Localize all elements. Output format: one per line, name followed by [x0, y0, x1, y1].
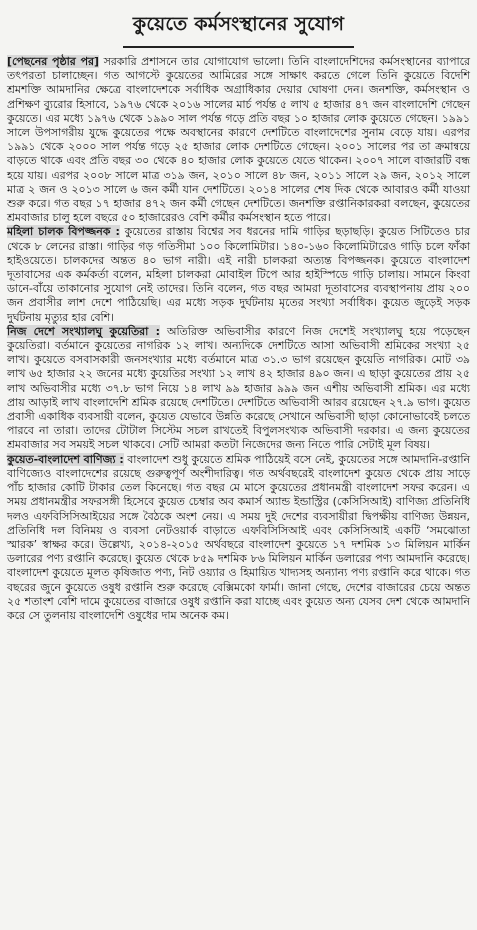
article-body	[7, 55, 470, 623]
section-text-continued: সরকারি প্রশাসনে তার যোগাযোগ ভালো। তিনি বাংলাদেশিদের কর্মসংস্থানের ব্যাপারে তৎপরতা চালাচ্ছেন। গত আগস্টে কুয়েতের আমিরের সঙ্গে সাক্ষাৎ করতে গেলে তিনি কুয়েতে বিদেশি শ্রমশক্তি আমদানির ক্ষেত্রে বাংলাদেশকে সর্বাধিক অগ্রাধিকার দেয়ার ঘোষণা দেন। জনশক্তি, কর্মসংস্থান ও প্রশিক্ষণ ব্যুরোর হিসাবে, ১৯৭৬ থেকে ২০১৬ সালের মার্চ পর্যন্ত ৫ লাখ ৫ হাজার ৪৭ জন বাংলাদেশি গেছেন কুয়েতে। এর মধ্যে ১৯৭৬ থেকে ১৯৯০ সাল পর্যন্ত গড়ে প্রতি বছর ১০ হাজার লোক কুয়েতে গেছেন। ১৯৯১ সালে উপসাগরীয় যুদ্ধে কুয়েতের পক্ষে অবস্থানের কারণে দেশটিতে বাংলাদেশের সুনাম বেড়ে যায়। এরপর ১৯৯১ থেকে ২০০০ সাল পর্যন্ত গড়ে ২৫ হাজার লোক দেশটিতে গেছেন। ২০০১ সালের পর তা ক্রমান্বয়ে বাড়তে থাকে এবং প্রতি বছর ৩০ থেকে ৪০ হাজার লোক কুয়েতে যেতে থাকেন। ২০০৭ সালে বাজারটি বন্ধ হয়ে যায়। এরপর ২০০৮ সালে মাত্র ৩১৯ জন, ২০১০ সালে ৪৮ জন, ২০১১ সালে ২৯ জন, ২০১২ সালে মাত্র ২ জন ও ২০১৩ সালে ৬ জন কর্মী যান দেশটিতে। ২০১৪ সালের শেষ দিক থেকে আবারও কর্মী যাওয়া শুরু করে। গত বছর ১৭ হাজার ৪৭২ জন কর্মী গেছেন দেশটিতে। জনশক্তি রপ্তানিকারকরা বলছেন, কুয়েতের শ্রমবাজার চালু হলে বছরে ৫০ হাজারেরও বেশি কর্মীর কর্মসংস্থান হতে পারে।	[7, 55, 470, 225]
section-text-trade: বাংলাদেশ শুধু কুয়েতে শ্রমিক পাঠিয়েই বসে নেই, কুয়েতের সঙ্গে আমদানি-রপ্তানি বাণিজ্যেও বাংলাদেশের রয়েছে গুরুত্বপূর্ণ অংশীদারিত্ব। গত অর্থবছরেই বাংলাদেশ কুয়েত থেকে প্রায় সাড়ে পাঁচ হাজার কোটি টাকার তেল কিনেছে। গত বছর মে মাসে কুয়েতের প্রধানমন্ত্রী বাংলাদেশ সফর করেন। এ সময় প্রধানমন্ত্রীর সফরসঙ্গী হিসেবে কুয়েত চেম্বার অব কমার্স অ্যান্ড ইন্ডাস্ট্রির (কেসিসিআই) বাণিজ্য প্রতিনিধি দলও এফবিসিসিআইয়ের সঙ্গে বৈঠকে অংশ নেয়। এ সময় দুই দেশের ব্যবসায়ীরা দ্বিপক্ষীয় বাণিজ্য উন্নয়ন, প্রতিনিধি দল বিনিময় ও ব্যবসা নেটওয়ার্ক বাড়াতে এফবিসিসিআই এবং কেসিসিআই একটি ‘সমঝোতা স্মারক’ স্বাক্ষর করে। উল্লেখ্য, ২০১৪-২০১৫ অর্থবছরে বাংলাদেশ কুয়েতে ১৭ দশমিক ১৩ মিলিয়ন মার্কিন ডলারের পণ্য রপ্তানি করেছে। কুয়েত থেকে ৮৫৯ দশমিক ৮৬ মিলিয়ন মার্কিন ডলারের পণ্য আমদানি করেছে। বাংলাদেশ কুয়েতে মূলত কৃষিজাত পণ্য, নিট ওয়্যার ও হিমায়িত খাদ্যসহ অন্যান্য পণ্য রপ্তানি করে থাকে। গত বছরের জুনে কুয়েতে ওষুধ রপ্তানি শুরু করেছে বেক্সিমকো ফার্মা। জানা গেছে, দেশের বাজারের চেয়ে অন্তত ২৫ শতাংশ বেশি দামে কুয়েতের বাজারে ওষুধ রপ্তানি করা যাচ্ছে এবং কুয়েত অন্য যেসব দেশ থেকে আমদানি করে সে তুলনায় বাংলাদেশি ওষুধের দাম অনেক কম।	[7, 452, 470, 622]
paragraph-women-drivers	[7, 225, 470, 324]
section-heading-trade: কুয়েত-বাংলাদেশ বাণিজ্য :	[7, 452, 124, 466]
paragraph-intro	[7, 55, 470, 225]
paragraph-trade	[7, 453, 470, 623]
section-heading-minority-kuwaitis: নিজ দেশে সংখ্যালঘু কুয়েতিরা :	[7, 324, 161, 338]
section-heading-women-drivers: মহিলা চালক বিপজ্জনক :	[7, 225, 120, 239]
section-text-women-drivers: কুয়েতের রাস্তায় বিশ্বের সব ধরনের দামি গাড়ির ছড়াছড়ি। কুয়েত সিটিতেও চার থেকে ৮ লেনের রাস্তা। গাড়ির গড় গতিসীমা ১০০ কিলোমিটার। ১৪০-১৬০ কিলোমিটারেও গাড়ি চলে ফাঁকা হাইওয়েতে। চালকদের অন্তত ৪০ ভাগ নারী। এই নারী চালকরা অত্যন্ত বিপজ্জনক। কুয়েতে বাংলাদেশ দূতাবাসের এক কর্মকর্তা বলেন, মহিলা চালকরা মোবাইল টিপে আর হাইস্পিডে গাড়ি চালায়। সামনে কিংবা ডানে-বাঁয়ে তাকানোর সুযোগ নেই তাদের। তিনি বলেন, গত বছর আমরা দূতাবাসের ব্যবস্থাপনায় প্রায় ২০০ জন প্রবাসীর লাশ দেশে পাঠিয়েছি। এর মধ্যে সড়ক দুর্ঘটনায় মৃতের সংখ্যা সর্বাধিক। কুয়েত জুড়েই সড়ক দুর্ঘটনায় মৃত্যুর হার বেশি।	[7, 225, 470, 324]
title-wrap	[7, 8, 470, 48]
section-heading-continued: [পেছনের পৃষ্ঠার পর]	[7, 55, 100, 68]
section-text-minority-kuwaitis: অতিরিক্ত অভিবাসীর কারণে নিজ দেশেই সংখ্যালঘু হয়ে পড়েছেন কুয়েতিরা। বর্তমানে কুয়েতের নাগরিক ১২ লাখ। অন্যদিকে দেশটিতে আসা অভিবাসী শ্রমিকের সংখ্যা ২৫ লাখ। কুয়েতে বসবাসকারী জনসংখ্যার মধ্যে বর্তমানে মাত্র ৩১.৩ ভাগ রয়েছেন কুয়েতি নাগরিক। মোট ৩৯ লাখ ৬৫ হাজার ২২ জনের মধ্যে কুয়েতির সংখ্যা ১২ লাখ ৪২ হাজার ৪৯০ জন। এ ছাড়া কুয়েতের প্রায় ২৫ লাখ অভিবাসীর মধ্যে ৩৭.৮ ভাগ নিয়ে ১৪ লাখ ৯৯ হাজার ৯৯৯ জন এশীয় অভিবাসী শ্রমিক। এর মধ্যে প্রায় আড়াই লাখ বাংলাদেশি শ্রমিক রয়েছে দেশটিতে। দেশটিতে অভিবাসী আরব রয়েছেন ২৭.৯ ভাগ। কুয়েত প্রবাসী একাধিক ব্যবসায়ী বলেন, কুয়েত যেভাবে উন্নতি করেছে সেখানে অভিবাসী ছাড়া কোনোভাবেই চলতে পারবে না তারা। তাদের টোটাল সিস্টেম সচল রাখতেই বিপুলসংখ্যক অভিবাসী দরকার। এ জন্য কুয়েতের শ্রমবাজার সব সময়ই সচল থাকবে। সেটি আমরা কতটা নিজেদের জন্য নিতে পারি সেটাই মূল বিষয়।	[7, 324, 470, 452]
paragraph-minority-kuwaitis	[7, 325, 470, 453]
article-title: কুয়েতে কর্মসংস্থানের সুযোগ	[123, 8, 354, 48]
